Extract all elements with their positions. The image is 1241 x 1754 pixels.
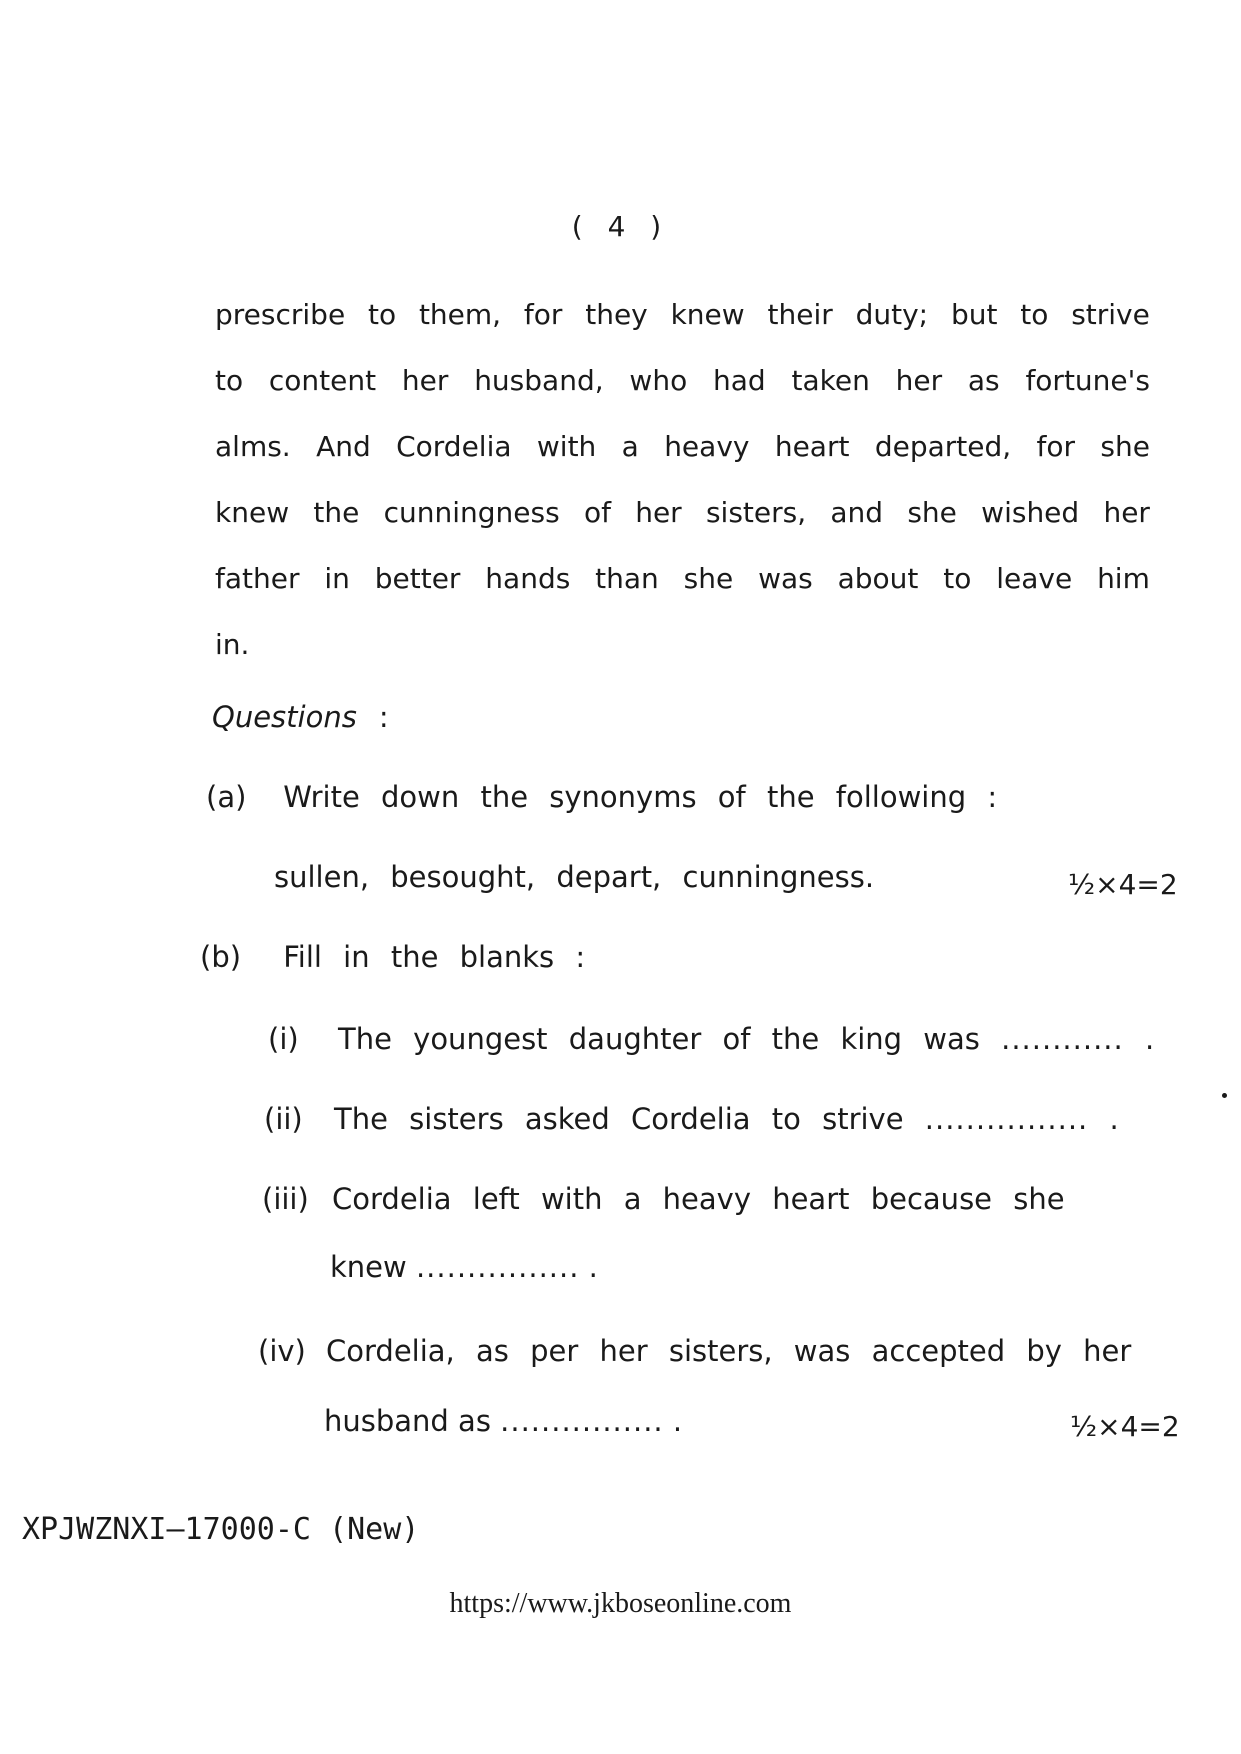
blank-dots: ................ [924, 1102, 1089, 1136]
question-a-text: Write down the synonyms of the following : [283, 780, 998, 814]
passage-word: hands [485, 562, 571, 595]
passage-word: them, [418, 298, 502, 331]
passage-word: fortune's [1025, 364, 1150, 397]
passage-word: better [374, 562, 461, 595]
blank-item-text: The youngest daughter of the king was [338, 1022, 980, 1056]
passage-line [215, 612, 1150, 678]
blank-item-i [268, 1022, 1155, 1062]
passage-word: knew [215, 496, 290, 529]
passage-word: about [837, 562, 919, 595]
question-b-label: (b) [200, 940, 242, 974]
question-a [206, 780, 997, 814]
passage-word: for [1036, 430, 1075, 463]
passage-word: had [713, 364, 766, 397]
question-a-words [274, 860, 874, 894]
passage-word: Cordelia [396, 430, 512, 463]
passage-word: cunningness [383, 496, 560, 529]
passage-word: taken [791, 364, 870, 397]
passage-line [215, 348, 1150, 414]
passage-line [215, 480, 1150, 546]
passage-word: the [313, 496, 360, 529]
blank-item-text: The sisters asked Cordelia to strive [334, 1102, 904, 1136]
questions-heading-label: Questions [212, 700, 357, 734]
passage-word: husband, [474, 364, 604, 397]
question-a-marks: ½×4=2 [1068, 868, 1178, 901]
passage-word: knew [670, 298, 745, 331]
blank-item-ii [264, 1102, 1144, 1142]
blank-end: . [1144, 1022, 1155, 1056]
blank-item-continuation: husband as [324, 1404, 491, 1438]
blank-item-continuation: knew [330, 1250, 407, 1284]
passage-word: to [1020, 298, 1049, 331]
passage-word: alms. [215, 430, 291, 463]
blank-dots: ............ [1001, 1022, 1124, 1056]
passage-word: and [830, 496, 884, 529]
blank-item-text: Cordelia left with a heavy heart because she [332, 1182, 1065, 1216]
page-number: ( 4 ) [571, 210, 670, 243]
questions-heading-colon: : [378, 700, 389, 734]
passage-word: leave [996, 562, 1073, 595]
question-b [200, 940, 585, 974]
question-b-marks: ½×4=2 [1070, 1410, 1180, 1443]
passage-word: to [368, 298, 397, 331]
passage-word: than [595, 562, 659, 595]
passage-word: to [215, 364, 244, 397]
passage-word: heart [774, 430, 850, 463]
questions-heading [212, 700, 389, 734]
passage-word: And [316, 430, 371, 463]
passage-line [215, 546, 1150, 612]
synonym-words: sullen, besought, depart, cunningness. [274, 860, 875, 894]
question-a-label: (a) [206, 780, 247, 814]
source-url: https://www.jkboseonline.com [449, 1588, 792, 1619]
passage-word: prescribe [215, 298, 346, 331]
passage-word: her [895, 364, 943, 397]
passage-word: for [523, 298, 563, 331]
passage-word: her [1103, 496, 1150, 529]
paper-code: XPJWZNXI—17000-C (New) [22, 1512, 420, 1547]
blank-item-label: (iv) [258, 1334, 306, 1368]
passage-word: in. [215, 628, 250, 661]
passage-word: sisters, [705, 496, 807, 529]
passage-word: her [635, 496, 682, 529]
passage-word: a [621, 430, 639, 463]
passage-word: content [268, 364, 377, 397]
passage-word: in [324, 562, 350, 595]
blank-end: . [1109, 1102, 1119, 1136]
passage-word: duty; [855, 298, 929, 331]
blank-item-iii-continuation [330, 1250, 598, 1284]
passage-word: with [536, 430, 597, 463]
passage-word: was [758, 562, 813, 595]
blank-item-iv-continuation [324, 1404, 682, 1438]
passage-word: to [943, 562, 972, 595]
passage [215, 282, 1150, 678]
blank-dots: ................ [415, 1250, 580, 1284]
passage-word: who [629, 364, 688, 397]
passage-word: heavy [664, 430, 750, 463]
blank-item-label: (ii) [264, 1102, 303, 1136]
blank-end: . [588, 1250, 598, 1284]
passage-word: she [907, 496, 957, 529]
blank-item-label: (iii) [262, 1182, 309, 1216]
blank-item-text: Cordelia, as per her sisters, was accepted by her [326, 1334, 1132, 1368]
passage-word: father [215, 562, 300, 595]
passage-word: wished [981, 496, 1080, 529]
passage-line [215, 282, 1150, 348]
blank-item-label: (i) [268, 1022, 299, 1056]
passage-word: but [950, 298, 998, 331]
blank-dots: ................ [500, 1404, 664, 1438]
passage-word: she [1100, 430, 1150, 463]
passage-word: her [401, 364, 449, 397]
passage-word: they [585, 298, 648, 331]
blank-item-iv [258, 1334, 1138, 1374]
passage-word: of [583, 496, 611, 529]
blank-end: . [672, 1404, 683, 1438]
passage-line [215, 414, 1150, 480]
passage-word: as [967, 364, 1000, 397]
question-b-text: Fill in the blanks : [283, 940, 586, 974]
scan-speck [1222, 1093, 1227, 1098]
passage-word: she [683, 562, 734, 595]
passage-word: him [1097, 562, 1150, 595]
passage-word: their [767, 298, 833, 331]
blank-item-iii [262, 1182, 1142, 1222]
passage-word: departed, [874, 430, 1012, 463]
passage-word: strive [1071, 298, 1150, 331]
